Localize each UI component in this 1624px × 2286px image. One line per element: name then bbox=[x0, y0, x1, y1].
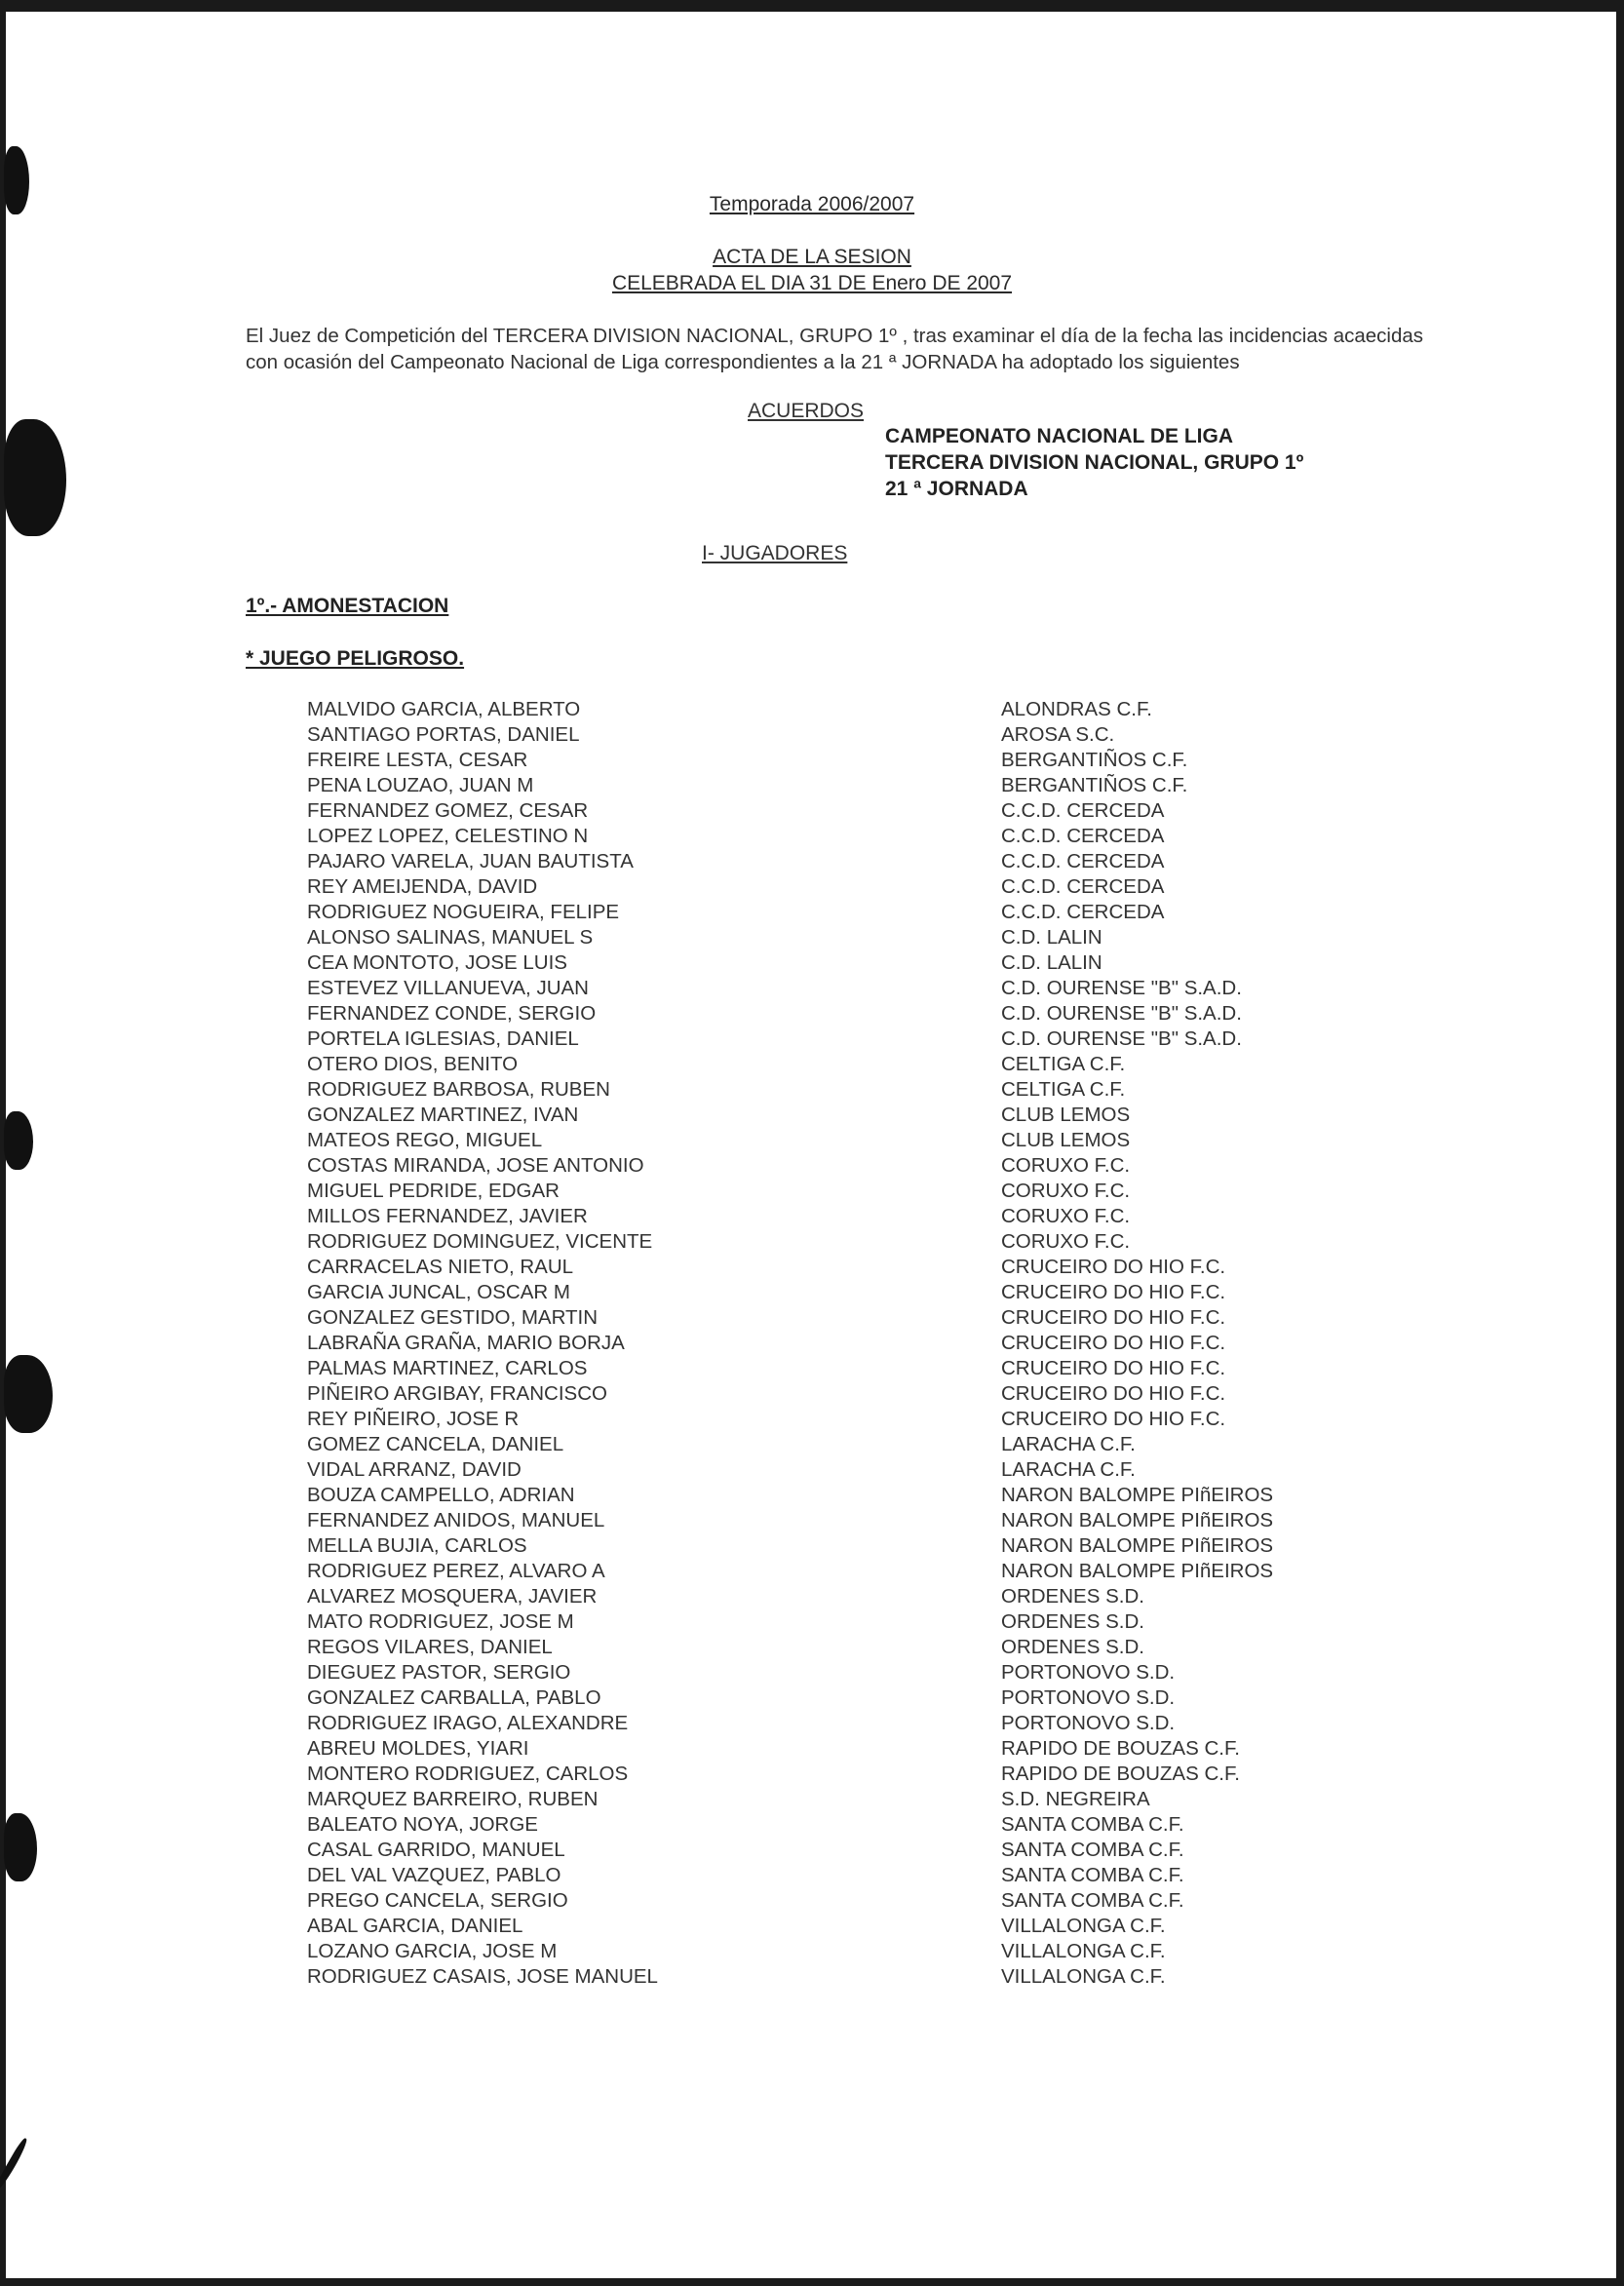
scan-border-right bbox=[1616, 0, 1624, 2286]
list-item bbox=[307, 1788, 1379, 1813]
player-name: PORTELA IGLESIAS, DANIEL bbox=[307, 1027, 579, 1050]
player-name: PAJARO VARELA, JUAN BAUTISTA bbox=[307, 850, 634, 872]
player-name: VIDAL ARRANZ, DAVID bbox=[307, 1458, 522, 1481]
player-club: CORUXO F.C. bbox=[1001, 1154, 1131, 1177]
player-club: PORTONOVO S.D. bbox=[1001, 1661, 1176, 1684]
player-name: GONZALEZ MARTINEZ, IVAN bbox=[307, 1104, 579, 1126]
player-club: CRUCEIRO DO HIO F.C. bbox=[1001, 1408, 1226, 1430]
player-club: CELTIGA C.F. bbox=[1001, 1078, 1126, 1101]
player-name: RODRIGUEZ IRAGO, ALEXANDRE bbox=[307, 1712, 629, 1734]
player-club: CRUCEIRO DO HIO F.C. bbox=[1001, 1281, 1226, 1303]
player-name: GONZALEZ CARBALLA, PABLO bbox=[307, 1686, 601, 1709]
list-item bbox=[307, 1002, 1379, 1027]
player-name: MARQUEZ BARREIRO, RUBEN bbox=[307, 1788, 599, 1810]
scan-border-bottom bbox=[0, 2278, 1624, 2286]
list-item bbox=[307, 1230, 1379, 1256]
player-name: RODRIGUEZ DOMINGUEZ, VICENTE bbox=[307, 1230, 653, 1253]
list-item bbox=[307, 850, 1379, 875]
player-club: SANTA COMBA C.F. bbox=[1001, 1889, 1184, 1912]
player-name: MONTERO RODRIGUEZ, CARLOS bbox=[307, 1763, 629, 1785]
player-club: VILLALONGA C.F. bbox=[1001, 1965, 1166, 1988]
player-club: ORDENES S.D. bbox=[1001, 1636, 1144, 1658]
player-club: NARON BALOMPE PIñEIROS bbox=[1001, 1509, 1274, 1531]
player-name: ESTEVEZ VILLANUEVA, JUAN bbox=[307, 977, 589, 999]
list-item bbox=[307, 1712, 1379, 1737]
player-club: CLUB LEMOS bbox=[1001, 1129, 1131, 1151]
list-item bbox=[307, 1053, 1379, 1078]
list-item bbox=[307, 1484, 1379, 1509]
list-item bbox=[307, 1940, 1379, 1965]
player-club: ALONDRAS C.F. bbox=[1001, 698, 1152, 720]
player-name: RODRIGUEZ CASAIS, JOSE MANUEL bbox=[307, 1965, 658, 1988]
player-club: RAPIDO DE BOUZAS C.F. bbox=[1001, 1737, 1240, 1760]
acta-title: ACTA DE LA SESION bbox=[713, 246, 911, 268]
list-item bbox=[307, 875, 1379, 901]
list-item bbox=[307, 1839, 1379, 1864]
player-name: PIÑEIRO ARGIBAY, FRANCISCO bbox=[307, 1382, 607, 1405]
player-club: NARON BALOMPE PIñEIROS bbox=[1001, 1560, 1274, 1582]
list-item bbox=[307, 1763, 1379, 1788]
player-name: GARCIA JUNCAL, OSCAR M bbox=[307, 1281, 570, 1303]
player-club: CRUCEIRO DO HIO F.C. bbox=[1001, 1357, 1226, 1379]
list-item bbox=[307, 1306, 1379, 1332]
player-club: CORUXO F.C. bbox=[1001, 1205, 1131, 1227]
season-title: Temporada 2006/2007 bbox=[709, 193, 915, 215]
list-item bbox=[307, 825, 1379, 850]
list-item bbox=[307, 926, 1379, 951]
list-item bbox=[307, 1686, 1379, 1712]
list-item bbox=[307, 1408, 1379, 1433]
player-name: RODRIGUEZ NOGUEIRA, FELIPE bbox=[307, 901, 620, 923]
player-club: CRUCEIRO DO HIO F.C. bbox=[1001, 1332, 1226, 1354]
list-item bbox=[307, 1864, 1379, 1889]
player-club: LARACHA C.F. bbox=[1001, 1458, 1136, 1481]
player-name: MATEOS REGO, MIGUEL bbox=[307, 1129, 543, 1151]
player-name: ALONSO SALINAS, MANUEL S bbox=[307, 926, 594, 949]
player-club: PORTONOVO S.D. bbox=[1001, 1712, 1176, 1734]
player-club: C.C.D. CERCEDA bbox=[1001, 850, 1165, 872]
list-item bbox=[307, 977, 1379, 1002]
list-item bbox=[307, 1281, 1379, 1306]
player-name: ABREU MOLDES, YIARI bbox=[307, 1737, 529, 1760]
player-name: BALEATO NOYA, JORGE bbox=[307, 1813, 538, 1836]
championship-name: CAMPEONATO NACIONAL DE LIGA bbox=[885, 425, 1234, 447]
list-item bbox=[307, 1965, 1379, 1991]
player-club: C.C.D. CERCEDA bbox=[1001, 825, 1165, 847]
player-club: PORTONOVO S.D. bbox=[1001, 1686, 1176, 1709]
player-name: FERNANDEZ GOMEZ, CESAR bbox=[307, 799, 589, 822]
player-club: C.D. LALIN bbox=[1001, 926, 1102, 949]
list-item bbox=[307, 1256, 1379, 1281]
player-name: OTERO DIOS, BENITO bbox=[307, 1053, 519, 1075]
player-name: GONZALEZ GESTIDO, MARTIN bbox=[307, 1306, 599, 1329]
list-item bbox=[307, 1534, 1379, 1560]
subsection-heading: 1º.- AMONESTACION bbox=[246, 595, 449, 617]
list-item bbox=[307, 1813, 1379, 1839]
player-club: C.D. OURENSE "B" S.A.D. bbox=[1001, 977, 1242, 999]
player-club: SANTA COMBA C.F. bbox=[1001, 1813, 1184, 1836]
session-date: CELEBRADA EL DIA 31 DE Enero DE 2007 bbox=[611, 272, 1013, 294]
scan-punch-mark bbox=[4, 1355, 53, 1433]
scan-border-top bbox=[0, 0, 1624, 12]
player-name: REY PIÑEIRO, JOSE R bbox=[307, 1408, 520, 1430]
player-club: SANTA COMBA C.F. bbox=[1001, 1839, 1184, 1861]
player-name: FERNANDEZ CONDE, SERGIO bbox=[307, 1002, 597, 1025]
player-name: CARRACELAS NIETO, RAUL bbox=[307, 1256, 574, 1278]
player-name: LABRAÑA GRAÑA, MARIO BORJA bbox=[307, 1332, 625, 1354]
section-heading: I- JUGADORES bbox=[702, 542, 848, 564]
player-name: RODRIGUEZ BARBOSA, RUBEN bbox=[307, 1078, 610, 1101]
acuerdos-heading: ACUERDOS bbox=[748, 400, 865, 422]
player-club: CORUXO F.C. bbox=[1001, 1230, 1131, 1253]
player-name: RODRIGUEZ PEREZ, ALVARO A bbox=[307, 1560, 605, 1582]
list-item bbox=[307, 1737, 1379, 1763]
player-club: C.D. OURENSE "B" S.A.D. bbox=[1001, 1002, 1242, 1025]
list-item bbox=[307, 951, 1379, 977]
list-item bbox=[307, 1332, 1379, 1357]
player-club: C.C.D. CERCEDA bbox=[1001, 799, 1165, 822]
player-club: ORDENES S.D. bbox=[1001, 1610, 1144, 1633]
list-item bbox=[307, 1078, 1379, 1104]
player-name: FREIRE LESTA, CESAR bbox=[307, 749, 528, 771]
player-name: GOMEZ CANCELA, DANIEL bbox=[307, 1433, 564, 1455]
player-club: ORDENES S.D. bbox=[1001, 1585, 1144, 1608]
player-club: CLUB LEMOS bbox=[1001, 1104, 1131, 1126]
list-item bbox=[307, 1560, 1379, 1585]
list-item bbox=[307, 749, 1379, 774]
player-name: ALVAREZ MOSQUERA, JAVIER bbox=[307, 1585, 598, 1608]
player-name: MATO RODRIGUEZ, JOSE M bbox=[307, 1610, 574, 1633]
division-name: TERCERA DIVISION NACIONAL, GRUPO 1º bbox=[885, 451, 1304, 474]
player-name: PREGO CANCELA, SERGIO bbox=[307, 1889, 568, 1912]
list-item bbox=[307, 1357, 1379, 1382]
player-club: CRUCEIRO DO HIO F.C. bbox=[1001, 1306, 1226, 1329]
player-name: MELLA BUJIA, CARLOS bbox=[307, 1534, 527, 1557]
scan-punch-mark bbox=[4, 1813, 37, 1881]
list-item bbox=[307, 1610, 1379, 1636]
list-item bbox=[307, 1104, 1379, 1129]
list-item bbox=[307, 1433, 1379, 1458]
player-name: MILLOS FERNANDEZ, JAVIER bbox=[307, 1205, 588, 1227]
player-club: SANTA COMBA C.F. bbox=[1001, 1864, 1184, 1886]
list-item bbox=[307, 1154, 1379, 1180]
list-item bbox=[307, 1661, 1379, 1686]
player-club: RAPIDO DE BOUZAS C.F. bbox=[1001, 1763, 1240, 1785]
player-club: C.C.D. CERCEDA bbox=[1001, 875, 1165, 898]
player-name: MALVIDO GARCIA, ALBERTO bbox=[307, 698, 581, 720]
player-club: AROSA S.C. bbox=[1001, 723, 1115, 746]
list-item bbox=[307, 1027, 1379, 1053]
player-name: CASAL GARRIDO, MANUEL bbox=[307, 1839, 565, 1861]
player-club: CRUCEIRO DO HIO F.C. bbox=[1001, 1256, 1226, 1278]
player-club: NARON BALOMPE PIñEIROS bbox=[1001, 1534, 1274, 1557]
player-name: MIGUEL PEDRIDE, EDGAR bbox=[307, 1180, 560, 1202]
player-name: PENA LOUZAO, JUAN M bbox=[307, 774, 534, 796]
list-item bbox=[307, 723, 1379, 749]
player-club: C.C.D. CERCEDA bbox=[1001, 901, 1165, 923]
list-item bbox=[307, 1585, 1379, 1610]
list-item bbox=[307, 1509, 1379, 1534]
list-item bbox=[307, 1458, 1379, 1484]
player-club: CORUXO F.C. bbox=[1001, 1180, 1131, 1202]
player-club: LARACHA C.F. bbox=[1001, 1433, 1136, 1455]
player-club: VILLALONGA C.F. bbox=[1001, 1940, 1166, 1962]
player-name: LOPEZ LOPEZ, CELESTINO N bbox=[307, 825, 589, 847]
list-item bbox=[307, 799, 1379, 825]
list-item bbox=[307, 698, 1379, 723]
player-list bbox=[307, 698, 1379, 1991]
player-name: BOUZA CAMPELLO, ADRIAN bbox=[307, 1484, 575, 1506]
player-club: C.D. OURENSE "B" S.A.D. bbox=[1001, 1027, 1242, 1050]
player-club: CRUCEIRO DO HIO F.C. bbox=[1001, 1382, 1226, 1405]
intro-paragraph: El Juez de Competición del TERCERA DIVISION NACIONAL, GRUPO 1º , tras examinar el día de la fecha las incidencias acaecidas con ocasión del Campeonato Nacional de Liga correspondientes a la 21 ª JORNADA ha adoptado los siguientes bbox=[246, 325, 1424, 373]
scan-punch-mark bbox=[4, 419, 66, 536]
player-club: C.D. LALIN bbox=[1001, 951, 1102, 974]
player-club: CELTIGA C.F. bbox=[1001, 1053, 1126, 1075]
list-item bbox=[307, 1636, 1379, 1661]
list-item bbox=[307, 1205, 1379, 1230]
player-club: S.D. NEGREIRA bbox=[1001, 1788, 1150, 1810]
list-item bbox=[307, 1889, 1379, 1915]
player-name: DEL VAL VAZQUEZ, PABLO bbox=[307, 1864, 561, 1886]
player-name: ABAL GARCIA, DANIEL bbox=[307, 1915, 523, 1937]
jornada-label: 21 ª JORNADA bbox=[885, 478, 1028, 500]
player-club: NARON BALOMPE PIñEIROS bbox=[1001, 1484, 1274, 1506]
list-item bbox=[307, 1129, 1379, 1154]
player-name: COSTAS MIRANDA, JOSE ANTONIO bbox=[307, 1154, 644, 1177]
player-name: REGOS VILARES, DANIEL bbox=[307, 1636, 553, 1658]
player-club: BERGANTIÑOS C.F. bbox=[1001, 749, 1188, 771]
player-name: FERNANDEZ ANIDOS, MANUEL bbox=[307, 1509, 605, 1531]
category-heading: * JUEGO PELIGROSO. bbox=[246, 647, 465, 670]
player-name: CEA MONTOTO, JOSE LUIS bbox=[307, 951, 567, 974]
list-item bbox=[307, 1915, 1379, 1940]
list-item bbox=[307, 1382, 1379, 1408]
list-item bbox=[307, 774, 1379, 799]
scan-punch-mark bbox=[4, 1111, 33, 1170]
player-club: BERGANTIÑOS C.F. bbox=[1001, 774, 1188, 796]
player-name: REY AMEIJENDA, DAVID bbox=[307, 875, 538, 898]
player-club: VILLALONGA C.F. bbox=[1001, 1915, 1166, 1937]
player-name: PALMAS MARTINEZ, CARLOS bbox=[307, 1357, 588, 1379]
list-item bbox=[307, 1180, 1379, 1205]
player-name: SANTIAGO PORTAS, DANIEL bbox=[307, 723, 580, 746]
player-name: DIEGUEZ PASTOR, SERGIO bbox=[307, 1661, 571, 1684]
player-name: LOZANO GARCIA, JOSE M bbox=[307, 1940, 558, 1962]
list-item bbox=[307, 901, 1379, 926]
